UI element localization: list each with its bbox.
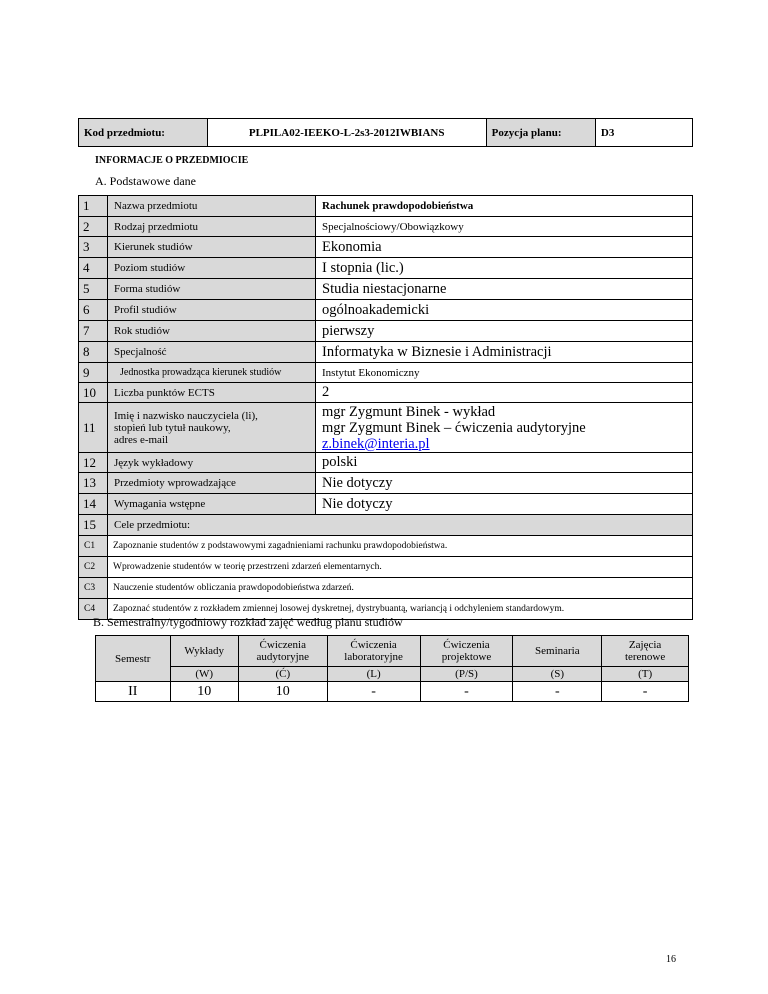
teacher-label-line: Imię i nazwisko nauczyciela (li), [114, 409, 258, 422]
row-number: 13 [79, 473, 108, 494]
row-label: Specjalność [108, 342, 316, 363]
table-row [79, 321, 693, 342]
plan-position-label: Pozycja planu: [486, 119, 595, 147]
row-label: Język wykładowy [108, 453, 316, 473]
goal-row [79, 578, 693, 599]
row-number: 3 [79, 237, 108, 258]
row-number: 1 [79, 196, 108, 217]
goal-code: C3 [79, 578, 108, 599]
row-label: Nazwa przedmiotu [108, 196, 316, 217]
hours-value: - [602, 682, 689, 702]
column-code: (W) [170, 667, 238, 682]
hours-value: - [513, 682, 602, 702]
row-value: I stopnia (lic.) [316, 258, 693, 279]
row-value: pierwszy [316, 321, 693, 342]
teacher-label-line: stopień lub tytuł naukowy, [114, 421, 231, 434]
goal-text: Nauczenie studentów obliczania prawdopodobieństwa zdarzeń. [108, 578, 693, 599]
column-code: (Ć) [238, 667, 327, 682]
teacher-line: mgr Zygmunt Binek - wykład [322, 403, 496, 420]
table-row [79, 403, 693, 453]
table-row [79, 196, 693, 217]
row-number: 9 [79, 363, 108, 383]
column-header-line: audytoryjne [256, 651, 310, 663]
hours-value: - [420, 682, 513, 702]
teacher-value [316, 403, 693, 453]
column-header-line: Ćwiczenia [350, 639, 397, 651]
column-header-line: terenowe [624, 651, 666, 663]
row-number: 4 [79, 258, 108, 279]
row-value: Studia niestacjonarne [316, 279, 693, 300]
plan-position-value: D3 [595, 119, 692, 147]
goal-text: Zapoznanie studentów z podstawowymi zagadnieniami rachunku prawdopodobieństwa. [108, 536, 693, 557]
row-number: 6 [79, 300, 108, 321]
row-label: Jednostka prowadząca kierunek studiów [108, 363, 316, 383]
row-value: Ekonomia [316, 237, 693, 258]
teacher-line: mgr Zygmunt Binek – ćwiczenia audytoryjne [322, 419, 586, 436]
column-header [420, 636, 513, 667]
table-row [79, 383, 693, 403]
row-value: Nie dotyczy [316, 494, 693, 515]
row-label: Poziom studiów [108, 258, 316, 279]
table-row [79, 300, 693, 321]
row-number: 7 [79, 321, 108, 342]
row-value: Specjalnościowy/Obowiązkowy [316, 217, 693, 237]
goal-text: Wprowadzenie studentów w teorię przestrzeni zdarzeń elementarnych. [108, 557, 693, 578]
goal-code: C2 [79, 557, 108, 578]
course-name: Rachunek prawdopodobieństwa [316, 196, 693, 217]
row-label: Rodzaj przedmiotu [108, 217, 316, 237]
goal-code: C1 [79, 536, 108, 557]
goal-text: Zapoznać studentów z rozkładem zmiennej losowej dyskretnej, dystrybuantą, wariancją i odchyleniem standardowym. [108, 599, 693, 620]
column-header: Wykłady [170, 636, 238, 667]
table-row [79, 494, 693, 515]
row-value: ogólnoakademicki [316, 300, 693, 321]
row-number: 11 [79, 403, 108, 453]
row-number: 15 [79, 515, 108, 536]
row-label: Rok studiów [108, 321, 316, 342]
hours-value: 10 [170, 682, 238, 702]
hours-value: - [327, 682, 420, 702]
row-value: Nie dotyczy [316, 473, 693, 494]
hours-value: 10 [238, 682, 327, 702]
row-label: Liczba punktów ECTS [108, 383, 316, 403]
column-header [327, 636, 420, 667]
course-code-label: Kod przedmiotu: [79, 119, 208, 147]
schedule-code-row [96, 667, 689, 682]
row-value: polski [316, 453, 693, 473]
table-row [79, 363, 693, 383]
info-title: INFORMACJE O PRZEDMIOCIE [95, 155, 249, 166]
column-header: Seminaria [513, 636, 602, 667]
column-header-line: Ćwiczenia [443, 639, 490, 651]
row-label: Profil studiów [108, 300, 316, 321]
column-code: (P/S) [420, 667, 513, 682]
row-number: 2 [79, 217, 108, 237]
row-number: 10 [79, 383, 108, 403]
basic-data-table [78, 195, 693, 620]
row-number: 5 [79, 279, 108, 300]
table-row [79, 473, 693, 494]
semester-value: II [96, 682, 171, 702]
column-header-line: Zajęcia [628, 639, 662, 651]
page-number: 16 [666, 954, 676, 965]
goal-row [79, 536, 693, 557]
column-header [602, 636, 689, 667]
schedule-value-row [96, 682, 689, 702]
table-row [79, 453, 693, 473]
column-header-line: Ćwiczenia [259, 639, 306, 651]
row-label: Forma studiów [108, 279, 316, 300]
column-code: (L) [327, 667, 420, 682]
course-code-header [78, 118, 693, 147]
goal-code: C4 [79, 599, 108, 620]
table-row [79, 237, 693, 258]
teacher-label [108, 403, 316, 453]
section-b-title: B. Semestralny/tygodniowy rozkład zajęć według planu studiów [93, 615, 403, 629]
section-a-title: A. Podstawowe dane [95, 174, 196, 188]
row-value: 2 [316, 383, 693, 403]
table-row [79, 217, 693, 237]
goal-row [79, 557, 693, 578]
column-code: (S) [513, 667, 602, 682]
teacher-email-link[interactable]: z.binek@interia.pl [322, 435, 430, 452]
column-header-line: laboratoryjne [344, 651, 403, 663]
semester-header: Semestr [96, 636, 171, 682]
goals-heading: Cele przedmiotu: [108, 515, 693, 536]
column-header [238, 636, 327, 667]
course-code-value: PLPILA02-IEEKO-L-2s3-2012IWBIANS [207, 119, 486, 147]
table-row [79, 279, 693, 300]
row-number: 8 [79, 342, 108, 363]
schedule-header-row [96, 636, 689, 667]
table-row [79, 342, 693, 363]
row-label: Przedmioty wprowadzające [108, 473, 316, 494]
row-value: Informatyka w Biznesie i Administracji [316, 342, 693, 363]
teacher-label-line: adres e-mail [114, 433, 169, 446]
row-number: 12 [79, 453, 108, 473]
row-label: Kierunek studiów [108, 237, 316, 258]
table-row [79, 515, 693, 536]
column-code: (T) [602, 667, 689, 682]
column-header-line: projektowe [441, 651, 492, 663]
row-label: Wymagania wstępne [108, 494, 316, 515]
row-number: 14 [79, 494, 108, 515]
schedule-table [95, 635, 689, 702]
table-row [79, 258, 693, 279]
row-value: Instytut Ekonomiczny [316, 363, 693, 383]
